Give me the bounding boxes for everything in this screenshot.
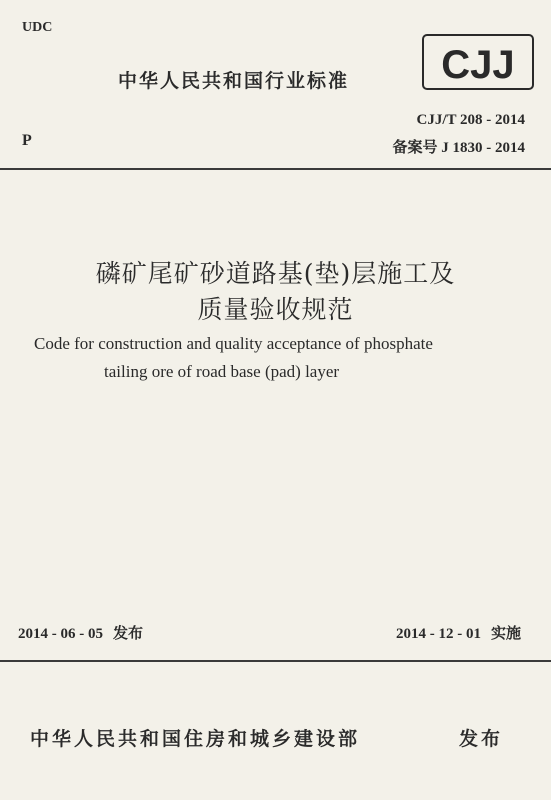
logo-text: CJJ: [441, 43, 515, 87]
issue-label: 发布: [113, 624, 144, 642]
industry-standard-heading: 中华人民共和国行业标准: [118, 70, 350, 92]
title-en-line1: Code for construction and quality acceptance of phosphate: [34, 334, 433, 353]
issue-date: 2014 - 06 - 05: [18, 626, 103, 642]
cjj-logo: [422, 34, 534, 90]
ministry-name: 中华人民共和国住房和城乡建设部: [30, 728, 361, 750]
udc-label: UDC: [22, 20, 53, 35]
title-en-line2: tailing ore of road base (pad) layer: [104, 362, 340, 381]
effective-date-block: [396, 622, 521, 643]
title-cn-line2: 质量验收规范: [197, 295, 354, 324]
publish-label: 发布: [458, 728, 503, 750]
bottom-divider: [0, 660, 551, 662]
record-number: 备案号 J 1830 - 2014: [392, 140, 525, 156]
standard-number: CJJ/T 208 - 2014: [416, 112, 525, 128]
issue-date-block: [18, 622, 143, 643]
effective-label: 实施: [490, 624, 521, 642]
top-divider: [0, 168, 551, 170]
title-cn-line1: 磷矿尾矿砂道路基(垫)层施工及: [95, 259, 456, 288]
effective-date: 2014 - 12 - 01: [395, 626, 481, 642]
classification-code: P: [22, 132, 32, 149]
